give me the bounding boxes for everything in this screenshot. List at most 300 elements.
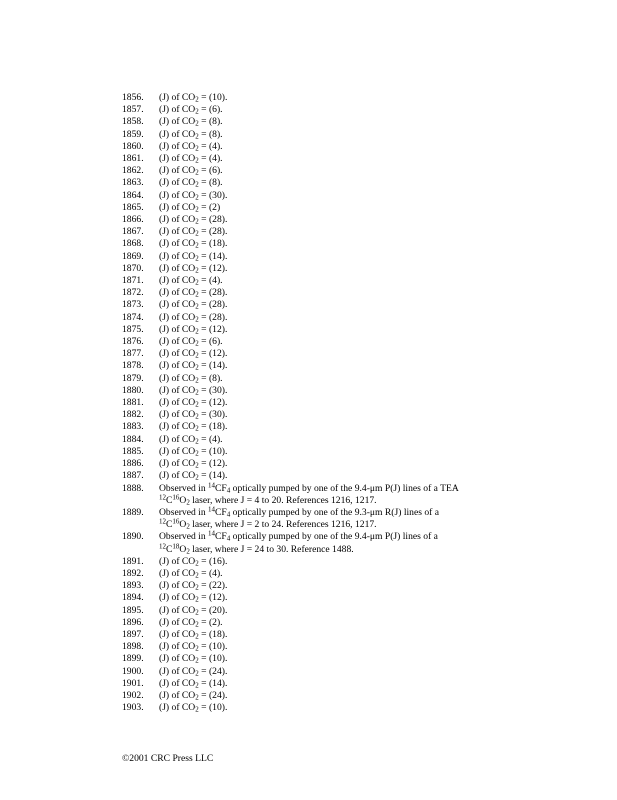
molecule-subscript: 4 <box>226 534 231 543</box>
note-body <box>159 190 504 202</box>
note-number: 1878. <box>122 360 144 372</box>
note-value: = (30). <box>198 384 228 396</box>
note-row <box>122 507 504 531</box>
carbon-symbol: C <box>166 494 173 506</box>
note-row <box>122 531 504 555</box>
note-body <box>159 605 504 617</box>
note-number: 1876. <box>122 336 144 348</box>
note-body <box>159 92 504 104</box>
oxygen-symbol: O <box>179 494 187 506</box>
note-row <box>122 605 504 617</box>
note-value: = (28). <box>198 214 228 226</box>
note-number: 1888. <box>122 482 144 494</box>
note-row <box>122 202 504 214</box>
note-prefix: (J) of CO <box>159 567 196 579</box>
note-body <box>159 177 504 189</box>
note-body <box>159 421 504 433</box>
oxygen-subscript: 2 <box>186 498 190 507</box>
note-prefix: (J) of CO <box>159 397 196 409</box>
note-prefix: (J) of CO <box>159 628 196 640</box>
note-value: = (8). <box>198 177 223 189</box>
description-text: optically pumped by one of the 9.4-μm P(J) lines of a TEA <box>230 482 459 494</box>
formula-subscript: 2 <box>195 608 199 617</box>
formula-subscript: 2 <box>195 693 199 702</box>
note-prefix: (J) of CO <box>159 677 196 689</box>
note-row <box>122 434 504 446</box>
formula-subscript: 2 <box>195 705 199 714</box>
note-value: = (4). <box>198 433 223 445</box>
formula-subscript: 2 <box>195 266 199 275</box>
formula-subscript: 2 <box>195 681 199 690</box>
formula-subscript: 2 <box>195 449 199 458</box>
note-text <box>159 507 504 519</box>
note-row <box>122 653 504 665</box>
formula-subscript: 2 <box>195 290 199 299</box>
note-number: 1867. <box>122 226 144 238</box>
note-number: 1874. <box>122 311 144 323</box>
formula-subscript: 2 <box>195 351 199 360</box>
note-row <box>122 275 504 287</box>
oxygen-subscript: 2 <box>186 522 190 531</box>
note-value: = (6). <box>198 104 223 116</box>
note-value: = (8). <box>198 116 223 128</box>
note-prefix: (J) of CO <box>159 689 196 701</box>
formula-subscript: 2 <box>195 412 199 421</box>
note-row <box>122 556 504 568</box>
note-number: 1860. <box>122 140 144 152</box>
formula-subscript: 2 <box>195 107 199 116</box>
note-value: = (10). <box>198 653 228 665</box>
note-prefix: (J) of CO <box>159 555 196 567</box>
note-value: = (8). <box>198 372 223 384</box>
note-value: = (30). <box>198 189 228 201</box>
note-number: 1897. <box>122 628 144 640</box>
isotope-superscript: 14 <box>208 505 216 514</box>
note-value: = (14). <box>198 470 228 482</box>
note-body <box>159 312 504 324</box>
intro-text: Observed in <box>159 506 209 518</box>
formula-subscript: 2 <box>195 595 199 604</box>
formula-subscript: 2 <box>195 180 199 189</box>
note-value: = (12). <box>198 348 228 360</box>
note-number: 1873. <box>122 299 144 311</box>
note-row <box>122 678 504 690</box>
note-body <box>159 446 504 458</box>
note-row <box>122 263 504 275</box>
note-prefix: (J) of CO <box>159 92 196 103</box>
formula-subscript: 2 <box>195 339 199 348</box>
note-value: = (28). <box>198 287 228 299</box>
note-row <box>122 568 504 580</box>
note-body <box>159 348 504 360</box>
formula-subscript: 2 <box>195 95 199 104</box>
formula-subscript: 2 <box>195 302 199 311</box>
note-value: = (10). <box>198 92 228 103</box>
note-row <box>122 360 504 372</box>
note-row <box>122 702 504 714</box>
note-number: 1896. <box>122 616 144 628</box>
note-row <box>122 666 504 678</box>
note-body <box>159 226 504 238</box>
note-value: = (4). <box>198 153 223 165</box>
note-row <box>122 458 504 470</box>
note-row <box>122 190 504 202</box>
note-value: = (22). <box>198 580 228 592</box>
note-prefix: (J) of CO <box>159 140 196 152</box>
description-text: optically pumped by one of the 9.4-μm P(J) lines of a <box>230 531 438 543</box>
note-value: = (28). <box>198 311 228 323</box>
note-value: = (4). <box>198 275 223 287</box>
note-row <box>122 483 504 507</box>
carbon-isotope-superscript: 12 <box>159 493 166 502</box>
note-number: 1856. <box>122 92 144 103</box>
note-value: = (14). <box>198 250 228 262</box>
note-text <box>159 531 504 543</box>
molecule-subscript: 4 <box>226 486 231 494</box>
molecule: CF <box>215 531 227 543</box>
formula-subscript: 2 <box>195 571 199 580</box>
note-number: 1884. <box>122 433 144 445</box>
note-prefix: (J) of CO <box>159 177 196 189</box>
note-prefix: (J) of CO <box>159 372 196 384</box>
note-value: = (28). <box>198 226 228 238</box>
formula-subscript: 2 <box>195 278 199 287</box>
note-number: 1889. <box>122 506 144 518</box>
molecule: CF <box>215 506 227 518</box>
formula-subscript: 2 <box>195 217 199 226</box>
note-number: 1875. <box>122 323 144 335</box>
notes-list <box>122 92 504 714</box>
formula-subscript: 2 <box>195 669 199 678</box>
note-prefix: (J) of CO <box>159 616 196 628</box>
note-body <box>159 507 504 531</box>
note-number: 1872. <box>122 287 144 299</box>
note-prefix: (J) of CO <box>159 445 196 457</box>
note-prefix: (J) of CO <box>159 189 196 201</box>
note-body <box>159 690 504 702</box>
note-body <box>159 336 504 348</box>
note-body <box>159 214 504 226</box>
note-row <box>122 580 504 592</box>
formula-subscript: 2 <box>195 132 199 141</box>
note-prefix: (J) of CO <box>159 262 196 274</box>
note-row <box>122 104 504 116</box>
note-row <box>122 592 504 604</box>
note-value: = (12). <box>198 592 228 604</box>
molecule: CF <box>215 482 227 494</box>
note-row <box>122 324 504 336</box>
note-body <box>159 678 504 690</box>
note-prefix: (J) of CO <box>159 360 196 372</box>
note-prefix: (J) of CO <box>159 702 196 714</box>
note-prefix: (J) of CO <box>159 409 196 421</box>
note-body <box>159 165 504 177</box>
note-number: 1903. <box>122 702 144 714</box>
note-number: 1886. <box>122 458 144 470</box>
note-number: 1865. <box>122 201 144 213</box>
note-value: = (12). <box>198 262 228 274</box>
oxygen-isotope-superscript: 16 <box>172 493 180 502</box>
note-value: = (12). <box>198 323 228 335</box>
note-body <box>159 568 504 580</box>
note-prefix: (J) of CO <box>159 421 196 433</box>
formula-subscript: 2 <box>195 241 199 250</box>
formula-subscript: 2 <box>195 644 199 653</box>
note-number: 1862. <box>122 165 144 177</box>
note-row <box>122 336 504 348</box>
note-value: = (24). <box>198 689 228 701</box>
note-prefix: (J) of CO <box>159 384 196 396</box>
note-body <box>159 434 504 446</box>
note-prefix: (J) of CO <box>159 665 196 677</box>
description-text: optically pumped by one of the 9.3-μm R(J) lines of a <box>230 506 439 518</box>
note-row <box>122 251 504 263</box>
note-prefix: (J) of CO <box>159 653 196 665</box>
note-row <box>122 177 504 189</box>
note-number: 1857. <box>122 104 144 116</box>
note-row <box>122 165 504 177</box>
formula-subscript: 2 <box>195 205 199 214</box>
formula-subscript: 2 <box>195 363 199 372</box>
oxygen-subscript: 2 <box>186 547 190 556</box>
note-prefix: (J) of CO <box>159 287 196 299</box>
note-value: = (8). <box>198 128 223 140</box>
formula-subscript: 2 <box>195 315 199 324</box>
isotope-superscript: 14 <box>208 481 216 489</box>
formula-subscript: 2 <box>195 156 199 165</box>
note-number: 1885. <box>122 445 144 457</box>
formula-subscript: 2 <box>195 473 199 482</box>
note-number: 1871. <box>122 275 144 287</box>
note-value: = (16). <box>198 555 228 567</box>
note-prefix: (J) of CO <box>159 433 196 445</box>
note-row <box>122 141 504 153</box>
note-value: = (18). <box>198 421 228 433</box>
note-row <box>122 617 504 629</box>
note-prefix: (J) of CO <box>159 128 196 140</box>
note-value: = (10). <box>198 445 228 457</box>
note-row <box>122 226 504 238</box>
note-row <box>122 153 504 165</box>
note-value: = (10). <box>198 641 228 653</box>
note-value: = (6). <box>198 336 223 348</box>
note-body <box>159 592 504 604</box>
note-prefix: (J) of CO <box>159 348 196 360</box>
note-row <box>122 690 504 702</box>
note-number: 1894. <box>122 592 144 604</box>
note-body <box>159 287 504 299</box>
note-number: 1881. <box>122 397 144 409</box>
note-row <box>122 629 504 641</box>
formula-subscript: 2 <box>195 461 199 470</box>
formula-subscript: 2 <box>195 388 199 397</box>
note-row <box>122 385 504 397</box>
note-value: = (28). <box>198 299 228 311</box>
note-row <box>122 129 504 141</box>
note-number: 1887. <box>122 470 144 482</box>
oxygen-isotope-superscript: 18 <box>172 542 180 551</box>
note-row <box>122 287 504 299</box>
note-prefix: (J) of CO <box>159 238 196 250</box>
carbon-symbol: C <box>166 543 173 555</box>
formula-subscript: 2 <box>195 119 199 128</box>
note-value: = (18). <box>198 628 228 640</box>
note-value: = (2). <box>198 616 223 628</box>
note-number: 1859. <box>122 128 144 140</box>
note-number: 1883. <box>122 421 144 433</box>
note-number: 1891. <box>122 555 144 567</box>
note-body <box>159 202 504 214</box>
formula-subscript: 2 <box>195 559 199 568</box>
note-number: 1879. <box>122 372 144 384</box>
formula-subscript: 2 <box>195 168 199 177</box>
note-number: 1899. <box>122 653 144 665</box>
note-body <box>159 373 504 385</box>
note-body <box>159 458 504 470</box>
formula-subscript: 2 <box>195 424 199 433</box>
copyright-footer: ©2001 CRC Press LLC <box>122 753 214 764</box>
note-number: 1895. <box>122 604 144 616</box>
note-number: 1882. <box>122 409 144 421</box>
formula-subscript: 2 <box>195 376 199 385</box>
note-value: = (6). <box>198 165 223 177</box>
note-row <box>122 470 504 482</box>
note-value: = (18). <box>198 238 228 250</box>
note-number: 1901. <box>122 677 144 689</box>
note-prefix: (J) of CO <box>159 604 196 616</box>
carbon-symbol: C <box>166 519 173 531</box>
oxygen-isotope-superscript: 16 <box>172 517 180 526</box>
intro-text: Observed in <box>159 482 209 494</box>
note-number: 1880. <box>122 384 144 396</box>
formula-subscript: 2 <box>195 656 199 665</box>
note-body <box>159 483 504 507</box>
formula-subscript: 2 <box>195 229 199 238</box>
note-value: = (20). <box>198 604 228 616</box>
formula-subscript: 2 <box>195 437 199 446</box>
note-row <box>122 116 504 128</box>
note-row <box>122 92 504 104</box>
note-number: 1870. <box>122 262 144 274</box>
formula-subscript: 2 <box>195 400 199 409</box>
note-number: 1869. <box>122 250 144 262</box>
note-number: 1900. <box>122 665 144 677</box>
note-body <box>159 104 504 116</box>
note-body <box>159 580 504 592</box>
note-body <box>159 641 504 653</box>
formula-subscript: 2 <box>195 193 199 202</box>
note-number: 1877. <box>122 348 144 360</box>
note-row <box>122 238 504 250</box>
molecule-subscript: 4 <box>226 510 231 519</box>
note-body <box>159 409 504 421</box>
note-prefix: (J) of CO <box>159 165 196 177</box>
note-body <box>159 397 504 409</box>
note-body <box>159 666 504 678</box>
laser-text: laser, where J = 4 to 20. References 1216, 1217. <box>189 494 377 506</box>
note-row <box>122 421 504 433</box>
carbon-isotope-superscript: 12 <box>159 517 166 526</box>
note-row <box>122 409 504 421</box>
note-number: 1864. <box>122 189 144 201</box>
note-value: = (14). <box>198 677 228 689</box>
note-text-continued <box>159 544 504 556</box>
note-prefix: (J) of CO <box>159 299 196 311</box>
formula-subscript: 2 <box>195 583 199 592</box>
note-prefix: (J) of CO <box>159 214 196 226</box>
formula-subscript: 2 <box>195 632 199 641</box>
note-prefix: (J) of CO <box>159 226 196 238</box>
note-body <box>159 531 504 555</box>
formula-subscript: 2 <box>195 144 199 153</box>
note-prefix: (J) of CO <box>159 336 196 348</box>
note-body <box>159 653 504 665</box>
isotope-superscript: 14 <box>208 529 216 538</box>
note-prefix: (J) of CO <box>159 311 196 323</box>
note-number: 1892. <box>122 567 144 579</box>
note-prefix: (J) of CO <box>159 580 196 592</box>
note-value: = (12). <box>198 397 228 409</box>
note-body <box>159 702 504 714</box>
note-number: 1868. <box>122 238 144 250</box>
laser-text: laser, where J = 24 to 30. Reference 1488. <box>189 543 354 555</box>
note-body <box>159 617 504 629</box>
note-body <box>159 116 504 128</box>
note-value: = (4). <box>198 567 223 579</box>
oxygen-symbol: O <box>179 543 187 555</box>
note-row <box>122 299 504 311</box>
note-body <box>159 238 504 250</box>
note-value: = (2) <box>198 201 221 213</box>
note-value: = (24). <box>198 665 228 677</box>
carbon-isotope-superscript: 12 <box>159 542 166 551</box>
note-body <box>159 556 504 568</box>
note-body <box>159 251 504 263</box>
note-value: = (10). <box>198 702 228 714</box>
note-body <box>159 324 504 336</box>
note-prefix: (J) of CO <box>159 104 196 116</box>
note-text <box>159 483 504 495</box>
note-row <box>122 641 504 653</box>
note-body <box>159 360 504 372</box>
formula-subscript: 2 <box>195 327 199 336</box>
note-prefix: (J) of CO <box>159 458 196 470</box>
note-row <box>122 373 504 385</box>
note-value: = (12). <box>198 458 228 470</box>
note-value: = (4). <box>198 140 223 152</box>
note-prefix: (J) of CO <box>159 153 196 165</box>
note-number: 1861. <box>122 153 144 165</box>
note-number: 1863. <box>122 177 144 189</box>
note-body <box>159 629 504 641</box>
note-prefix: (J) of CO <box>159 201 196 213</box>
note-prefix: (J) of CO <box>159 592 196 604</box>
intro-text: Observed in <box>159 531 209 543</box>
note-row <box>122 348 504 360</box>
note-body <box>159 299 504 311</box>
note-number: 1858. <box>122 116 144 128</box>
note-body <box>159 153 504 165</box>
note-number: 1866. <box>122 214 144 226</box>
note-row <box>122 214 504 226</box>
note-number: 1902. <box>122 689 144 701</box>
formula-subscript: 2 <box>195 254 199 263</box>
note-row <box>122 446 504 458</box>
note-prefix: (J) of CO <box>159 250 196 262</box>
note-number: 1890. <box>122 531 144 543</box>
note-body <box>159 141 504 153</box>
note-row <box>122 397 504 409</box>
